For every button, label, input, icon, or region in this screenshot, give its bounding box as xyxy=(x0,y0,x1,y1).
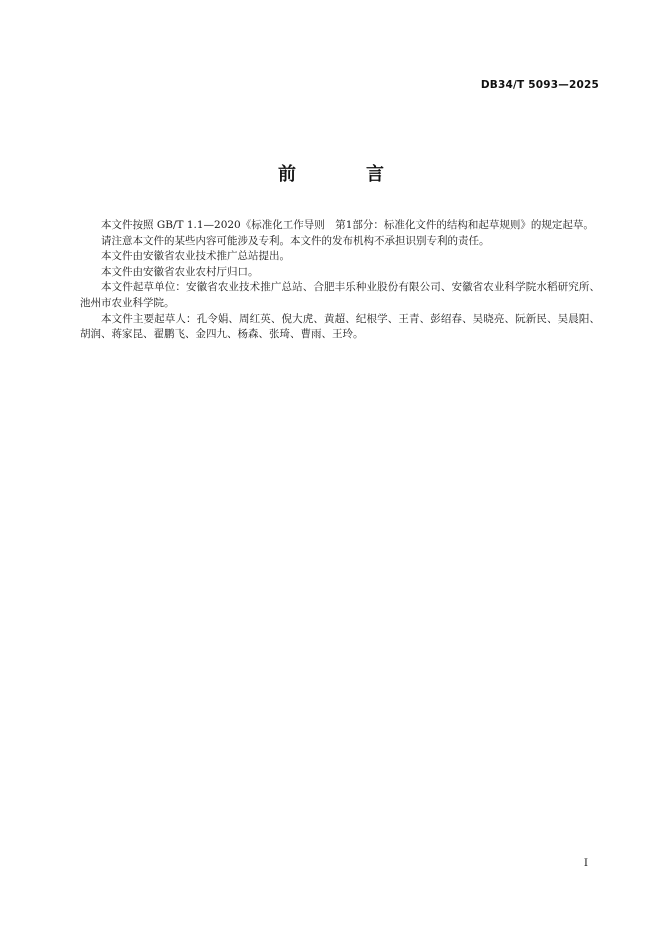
paragraph-drafters: 本文件主要起草人：孔令娟、周红英、倪大虎、黄超、纪根学、王青、彭绍春、吴晓亮、阮新民、吴晨阳、胡润、蒋家昆、翟鹏飞、金四九、杨森、张琦、曹雨、王玲。 xyxy=(80,312,600,341)
paragraph-drafting-units: 本文件起草单位：安徽省农业技术推广总站、合肥丰乐种业股份有限公司、安徽省农业科学院水稻研究所、池州市农业科学院。 xyxy=(80,281,600,309)
paragraph-drafting-basis: 本文件按照 GB/T 1.1—2020《标准化工作导则 第1部分：标准化文件的结构和起草规则》的规定起草。 xyxy=(101,219,594,231)
paragraph-patent-notice: 请注意本文件的某些内容可能涉及专利。本文件的发布机构不承担识别专利的责任。 xyxy=(101,234,490,247)
paragraph-proposer: 本文件由安徽省农业技术推广总站提出。 xyxy=(101,250,290,263)
paragraph-administrator: 本文件由安徽省农业农村厅归口。 xyxy=(101,265,259,278)
foreword-body xyxy=(80,218,600,343)
standard-code: DB34/T 5093—2025 xyxy=(480,79,599,91)
page-title: 前 言 xyxy=(278,164,410,185)
page-number: I xyxy=(583,857,588,869)
